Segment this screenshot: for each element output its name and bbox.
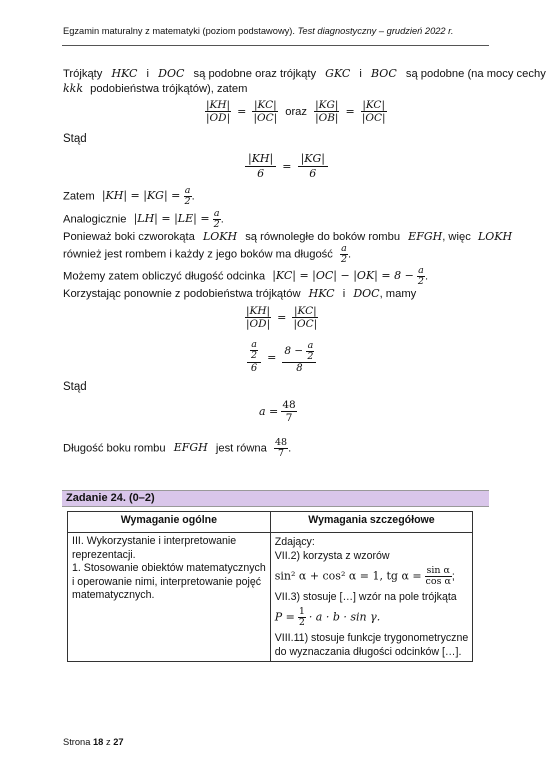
frac-den: cos α <box>425 576 451 587</box>
frac-num: |KC| <box>362 99 385 111</box>
frac-den: |OB| <box>315 112 339 124</box>
zatem-line <box>63 186 195 207</box>
text: . <box>191 190 195 203</box>
analogicznie-line <box>63 209 224 230</box>
detail-formula-trig <box>275 566 469 587</box>
math-gkc: GKC <box>325 67 351 80</box>
frac-den: 2 <box>184 196 191 207</box>
page-footer <box>63 737 124 747</box>
text: i <box>342 288 346 300</box>
paragraph-lokh <box>63 229 512 245</box>
stad-label: Stąd <box>63 133 87 145</box>
frac-num: a <box>307 339 314 351</box>
equation-kh-od <box>245 305 318 330</box>
frac-den: 7 <box>278 448 285 459</box>
frac-den: 2 <box>251 350 258 361</box>
text: , więc <box>442 231 471 243</box>
paragraph-kc <box>63 266 428 287</box>
detail-line: VII.2) korzysta z wzorów <box>274 550 390 562</box>
equals-sign: = <box>282 160 292 173</box>
detail-line: VII.3) stosuje […] wzór na pole trójkąta <box>274 591 457 603</box>
frac-num: |KC| <box>293 305 317 317</box>
text: Ponieważ boki czworokąta <box>63 231 195 243</box>
math-expr: |KH| = |KG| = <box>101 189 181 203</box>
requirements-table <box>67 511 473 662</box>
math-expr: P = <box>274 610 295 624</box>
frac-den: 8 <box>296 362 303 374</box>
frac-den: |OC| <box>253 112 278 124</box>
math-expr: |KC| = |OC| − |OK| = 8 − <box>272 269 414 283</box>
equals-sign: = <box>345 105 355 118</box>
math-expr: 8 − <box>284 344 304 357</box>
frac-num: a <box>341 243 347 254</box>
frac-den: 7 <box>285 412 293 424</box>
text: . <box>288 442 292 455</box>
math-lokh: LOKH <box>477 230 513 243</box>
detail-line: do wyznaczania długości odcinków […]. <box>274 646 462 658</box>
frac-den: 2 <box>417 276 424 287</box>
text: jest równa <box>215 442 267 455</box>
text: Trójkąty <box>63 68 103 80</box>
text: Zatem <box>63 190 95 203</box>
header-general: Wymaganie ogólne <box>68 512 271 533</box>
text: Korzystając ponownie z podobieństwa trójkątów <box>63 288 301 300</box>
footer-of: z <box>105 737 111 747</box>
text: są podobne oraz trójkąty <box>193 68 317 80</box>
detail-line: Zdający: <box>274 536 315 548</box>
page-total: 27 <box>113 737 124 747</box>
equation-a-value <box>259 399 297 424</box>
text: podobieństwa trójkątów), zatem <box>90 83 248 95</box>
equation-compound <box>247 340 316 375</box>
text: również jest rombem i każdy z jego boków ma długość <box>63 248 333 261</box>
frac-num: |KC| <box>253 99 277 111</box>
frac-den: |OD| <box>246 318 271 330</box>
math-hkc: HKC <box>308 287 335 300</box>
paragraph-romb <box>63 244 351 265</box>
frac-num: sin α <box>426 565 450 576</box>
frac-den: 2 <box>213 219 220 230</box>
general-line: III. Wykorzystanie i interpretowanie <box>72 535 237 547</box>
page-header <box>63 26 454 36</box>
stad-label-2: Stąd <box>63 381 87 393</box>
frac-num: 1 <box>298 606 305 617</box>
math-expr: sin² α + cos² α = 1, tg α = <box>274 569 422 583</box>
detail-line: VIII.11) stosuje funkcje trygonometryczne <box>274 632 469 644</box>
frac-den: 6 <box>257 167 265 180</box>
math-doc: DOC <box>158 67 185 80</box>
math-efgh: EFGH <box>173 441 208 455</box>
frac-num: 48 <box>282 399 296 411</box>
math-expr: a = <box>259 405 279 418</box>
math-hkc: HKC <box>111 67 138 80</box>
text: i <box>359 68 362 80</box>
text: ; <box>451 570 455 583</box>
header-divider <box>62 45 489 46</box>
math-boc: BOC <box>371 67 397 80</box>
math-kkk: kkk <box>63 82 83 95</box>
frac-den: 2 <box>340 254 348 265</box>
header-title: Egzamin maturalny z matematyki (poziom podstawowy). <box>63 26 295 36</box>
frac-num: a <box>418 265 424 276</box>
math-doc: DOC <box>353 287 380 300</box>
frac-num: a <box>184 185 191 196</box>
oraz-text: oraz <box>285 105 307 118</box>
text: . <box>424 270 429 283</box>
math-efgh: EFGH <box>408 230 443 243</box>
frac-num: |KH| <box>206 99 231 111</box>
frac-num: a <box>213 208 220 219</box>
detail-requirement-cell <box>270 533 473 662</box>
frac-num: |KG| <box>315 99 339 111</box>
general-line: i operowanie nimi, interpretowanie pojęć <box>72 575 262 588</box>
header-detail: Wymagania szczegółowe <box>270 512 473 533</box>
equation-ratios <box>205 99 387 124</box>
frac-den: 2 <box>307 350 314 362</box>
footer-label: Strona <box>63 737 91 747</box>
frac-den: 2 <box>298 617 305 628</box>
text: , mamy <box>379 288 417 300</box>
frac-den: |OD| <box>206 112 231 124</box>
frac-den: |OC| <box>293 318 318 330</box>
text: Długość boku rombu <box>63 442 166 455</box>
text: są równoległe do boków rombu <box>245 231 401 243</box>
frac-num: |KH| <box>246 305 271 317</box>
text: Możemy zatem obliczyć długość odcinka <box>63 270 266 283</box>
general-line: reprezentacji. <box>72 548 136 561</box>
math-expr: |LH| = |LE| = <box>133 212 210 226</box>
text: Analogicznie <box>63 213 127 226</box>
text: . <box>220 213 224 226</box>
header-subtitle: Test diagnostyczny – grudzień 2022 r. <box>297 26 454 36</box>
task-header-bar <box>62 490 489 507</box>
frac-num: 48 <box>274 437 288 448</box>
text: . <box>348 248 352 261</box>
general-line: 1. Stosowanie obiektów matematycznych <box>72 562 266 574</box>
paragraph-ponownie <box>63 286 416 302</box>
text: i <box>146 68 150 80</box>
frac-num: a <box>251 339 257 350</box>
frac-den: |OC| <box>361 112 386 124</box>
table-row <box>68 533 473 662</box>
equals-sign: = <box>277 311 287 324</box>
frac-den: 6 <box>250 363 258 374</box>
detail-formula-area <box>275 607 469 628</box>
equals-sign: = <box>237 105 247 118</box>
math-lokh: LOKH <box>202 230 238 243</box>
paragraph-answer <box>63 438 291 459</box>
frac-den: 6 <box>309 167 317 180</box>
paragraph-kkk <box>63 81 247 97</box>
equals-sign: = <box>267 351 277 364</box>
frac-num: |KG| <box>298 152 328 167</box>
task-label: Zadanie 24. (0–2) <box>66 492 155 504</box>
general-requirement-cell <box>68 533 271 662</box>
text: są podobne (na mocy cechy <box>405 68 546 80</box>
paragraph-similar-triangles <box>63 66 546 82</box>
equation-kh-kg <box>245 152 328 181</box>
frac-num: |KH| <box>245 152 276 167</box>
page-number: 18 <box>93 737 104 747</box>
table-header-row <box>68 512 473 533</box>
math-expr: · a · b · sin γ. <box>308 610 381 624</box>
general-line: matematycznych. <box>72 589 155 601</box>
